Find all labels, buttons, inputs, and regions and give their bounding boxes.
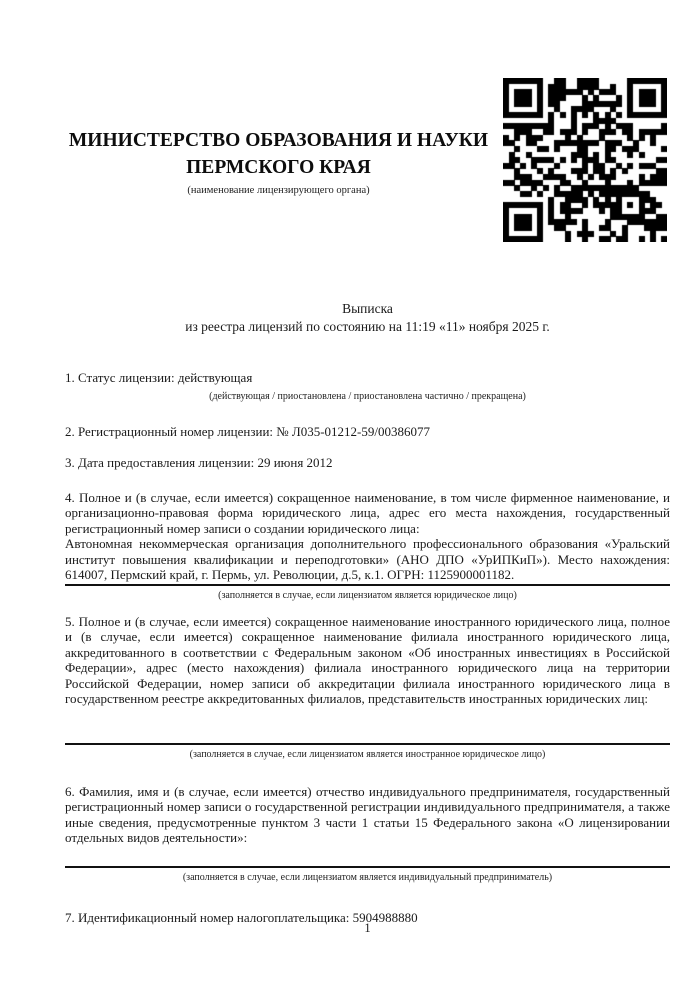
- ministry-name-line2: ПЕРМСКОГО КРАЯ: [186, 157, 371, 178]
- field-foreign-entity-caption: (заполняется в случае, если лицензиатом является иностранное юридическое лицо): [189, 748, 546, 760]
- field-registration-number: 2. Регистрационный номер лицензии: № Л035-01212-59/00386077: [65, 423, 431, 439]
- document-title: [65, 300, 670, 335]
- page-number: 1: [364, 921, 371, 935]
- field-license-status-caption: (действующая / приостановлена / приостановлена частично / прекращена): [209, 390, 526, 402]
- field-grant-date: 3. Дата предоставления лицензии: 29 июня 2012: [65, 455, 333, 470]
- field-foreign-entity-blank: [65, 707, 670, 745]
- field-legal-entity-caption: (заполняется в случае, если лицензиатом является юридическое лицо): [218, 589, 517, 601]
- ministry-name-line1: МИНИСТЕРСТВО ОБРАЗОВАНИЯ И НАУКИ: [68, 130, 489, 151]
- field-legal-entity-question: 4. Полное и (в случае, если имеется) сокращенное наименование, в том числе фирменное наименование, и организационно-правовая форма юридического лица, адрес его места нахождения, государственный регистрационный номер записи о создании юридического лица:: [65, 489, 670, 536]
- field-entrepreneur-caption: (заполняется в случае, если лицензиатом является индивидуальный предприниматель): [182, 871, 553, 883]
- field-entrepreneur-question: 6. Фамилия, имя и (в случае, если имеется) отчество индивидуального предпринимателя, государственный регистрационный номер записи о государственной регистрации индивидуального предпринимателя, а также иные сведения, предусмотренные пунктом 3 части 1 статьи 15 Федерального закона «О лицензировании отдельных видов деятельности»:: [65, 783, 670, 845]
- qr-code-image: [503, 78, 667, 242]
- ministry-header: [65, 127, 492, 197]
- document-title-line2: из реестра лицензий по состоянию на 11:19 «11» ноября 2025 г.: [185, 318, 550, 334]
- ministry-header-caption: (наименование лицензирующего органа): [187, 185, 370, 196]
- field-legal-entity-value: Автономная некоммерческая организация дополнительного профессионального образования «Уральский институт повышения квалификации и переподготовки» (АНО ДПО «УрИПКиП»). Место нахождения: 614007, Пермский край, г. Пермь, ул. Революции, д.5, к.1. ОГРН: 1125900001182.: [65, 536, 670, 586]
- field-license-status: 1. Статус лицензии: действующая: [65, 370, 253, 385]
- field-entrepreneur-blank: [65, 846, 670, 868]
- field-foreign-entity-question: 5. Полное и (в случае, если имеется) сокращенное наименование иностранного юридического лица, полное и (в случае, если имеется) сокращенное наименование филиала иностранного юридического лица, аккредитованного в соответствии с Федеральным законом «Об иностранных инвестициях в Российской Федерации», адрес (место нахождения) филиала иностранного юридического лица на территории Российской Федерации, номер записи об аккредитации филиала иностранного юридического лица в государственном реестре аккредитованных филиалов, представительств иностранных юридических лиц:: [65, 613, 670, 706]
- document-body: [65, 363, 670, 925]
- field-taxpayer-inn: 7. Идентификационный номер налогоплательщика: 5904988880: [65, 909, 418, 925]
- document-title-line1: Выписка: [342, 301, 393, 316]
